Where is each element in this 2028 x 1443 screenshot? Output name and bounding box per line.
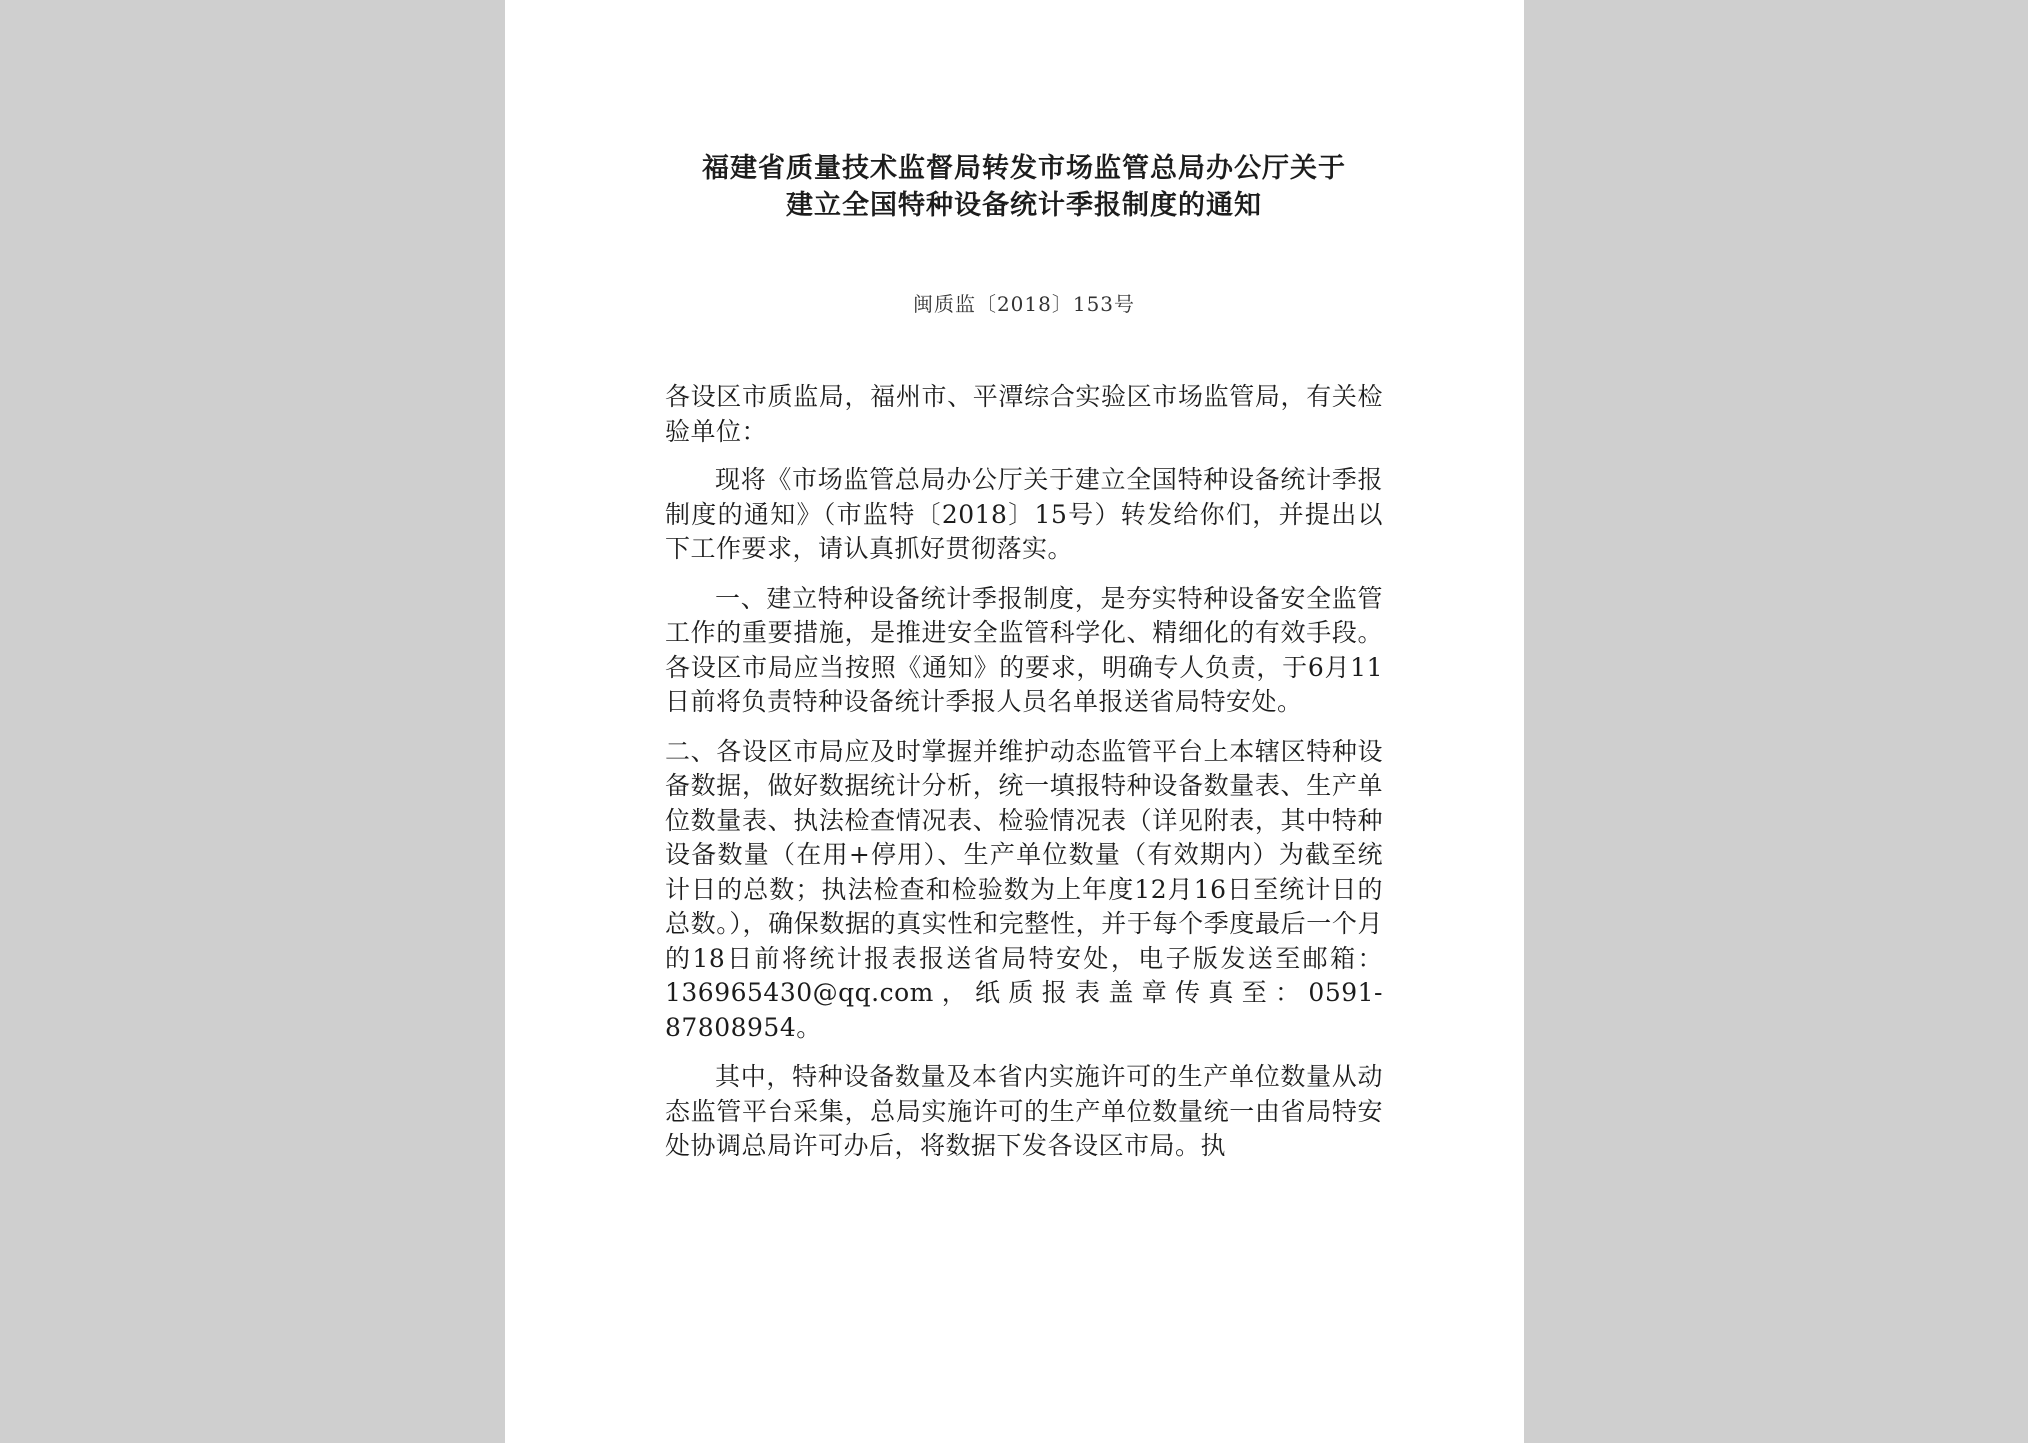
- paragraph-item-2: 二、各设区市局应及时掌握并维护动态监管平台上本辖区特种设备数据，做好数据统计分析，统一填报特种设备数量表、生产单位数量表、执法检查情况表、检验情况表（详见附表，其中特种设备数量（在用+停用）、生产单位数量（有效期内）为截至统计日的总数；执法检查和检验数为上年度12月16日至统计日的总数。），确保数据的真实性和完整性，并于每个季度最后一个月的18日前将统计报表报送省局特安处，电子版发送至邮箱：136965430@qq.com，纸质报表盖章传真至：0591-87808954。: [665, 736, 1383, 1042]
- document-title: [665, 150, 1383, 224]
- paragraph-intro: 现将《市场监管总局办公厅关于建立全国特种设备统计季报制度的通知》（市监特〔2018〕15号）转发给你们，并提出以下工作要求，请认真抓好贯彻落实。: [665, 465, 1383, 563]
- document-page: [505, 0, 1524, 1443]
- title-line-2: 建立全国特种设备统计季报制度的通知: [786, 190, 1262, 221]
- document-body: [665, 380, 1383, 1164]
- page-content: [665, 150, 1383, 1179]
- title-line-1: 福建省质量技术监督局转发市场监管总局办公厅关于: [702, 153, 1346, 184]
- document-number: 闽质监〔2018〕153号: [912, 292, 1136, 316]
- paragraph-item-1: 一、建立特种设备统计季报制度，是夯实特种设备安全监管工作的重要措施，是推进安全监管科学化、精细化的有效手段。各设区市局应当按照《通知》的要求，明确专人负责，于6月11日前将负责特种设备统计季报人员名单报送省局特安处。: [665, 583, 1383, 716]
- paragraph-note: 其中，特种设备数量及本省内实施许可的生产单位数量从动态监管平台采集，总局实施许可的生产单位数量统一由省局特安处协调总局许可办后，将数据下发各设区市局。执: [665, 1062, 1383, 1160]
- salutation: 各设区市质监局，福州市、平潭综合实验区市场监管局，有关检验单位：: [665, 382, 1383, 446]
